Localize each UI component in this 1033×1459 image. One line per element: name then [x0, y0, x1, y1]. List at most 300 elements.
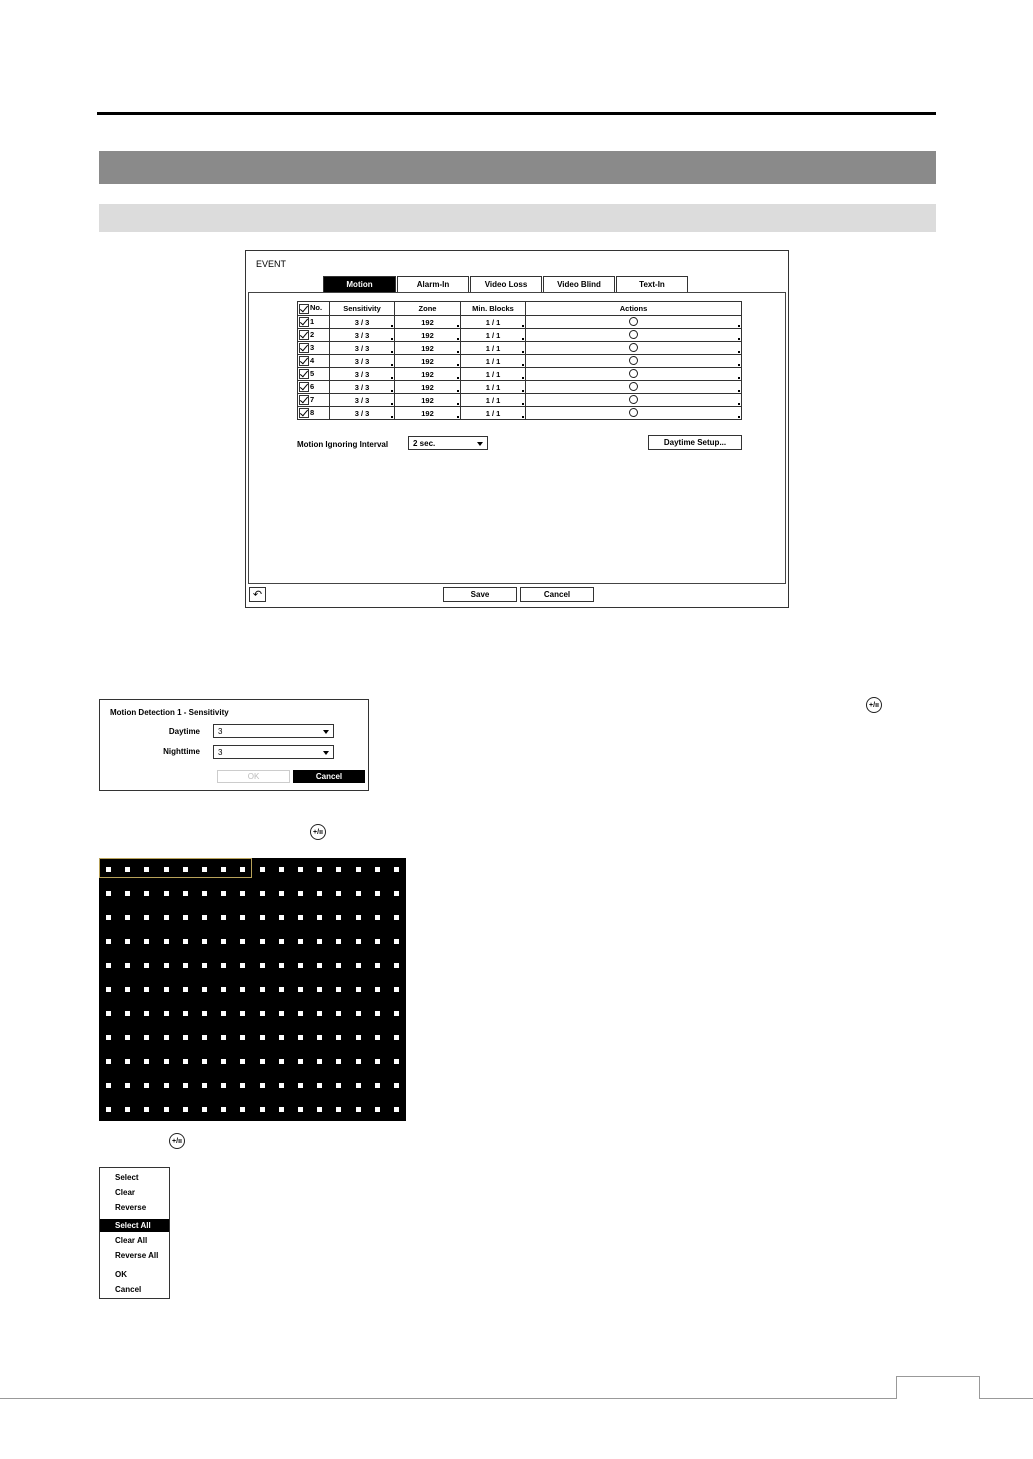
zone-block[interactable]	[394, 987, 399, 992]
zone-block[interactable]	[336, 987, 341, 992]
dropdown-dot-icon	[522, 325, 524, 327]
dropdown-dot-icon	[391, 364, 393, 366]
zone-block[interactable]	[260, 1083, 265, 1088]
zone-block[interactable]	[240, 939, 245, 944]
zone-block[interactable]	[240, 915, 245, 920]
zone-block[interactable]	[336, 867, 341, 872]
zone-block[interactable]	[375, 915, 380, 920]
zone-block[interactable]	[298, 1011, 303, 1016]
dropdown-dot-icon	[522, 403, 524, 405]
subsection-header-bar	[99, 204, 936, 232]
window-title: EVENT	[256, 259, 287, 269]
row-sensitivity[interactable]: 3 / 3	[330, 394, 395, 407]
ok-button[interactable]: OK	[217, 770, 290, 783]
zone-block[interactable]	[240, 963, 245, 968]
zone-block[interactable]	[106, 963, 111, 968]
zone-block[interactable]	[317, 1035, 322, 1040]
dropdown-dot-icon	[457, 390, 459, 392]
zone-block[interactable]	[221, 867, 226, 872]
tab-motion[interactable]: Motion	[323, 276, 396, 292]
select-all-checkbox[interactable]	[299, 304, 309, 314]
zone-block[interactable]	[144, 963, 149, 968]
zone-block[interactable]	[221, 987, 226, 992]
zone-block[interactable]	[298, 1083, 303, 1088]
zone-block[interactable]	[202, 891, 207, 896]
chevron-down-icon	[323, 730, 329, 734]
zone-block[interactable]	[164, 1059, 169, 1064]
zone-block[interactable]	[356, 1011, 361, 1016]
action-settings-icon	[629, 343, 638, 352]
row-zone[interactable]: 192	[395, 355, 461, 368]
row-no[interactable]: 7	[298, 394, 330, 407]
zone-block[interactable]	[125, 915, 130, 920]
zone-block[interactable]	[164, 1035, 169, 1040]
dropdown-dot-icon	[457, 338, 459, 340]
zone-block[interactable]	[144, 1035, 149, 1040]
zone-block[interactable]	[106, 939, 111, 944]
zone-block[interactable]	[106, 1083, 111, 1088]
zone-block[interactable]	[375, 1083, 380, 1088]
zone-block[interactable]	[183, 915, 188, 920]
menu-item-reverse[interactable]: Reverse	[115, 1203, 147, 1212]
zone-block[interactable]	[240, 1083, 245, 1088]
row-min-blocks[interactable]: 1 / 1	[461, 368, 526, 381]
save-button[interactable]: Save	[443, 587, 517, 602]
tab-bar	[323, 276, 689, 293]
action-settings-icon	[629, 408, 638, 417]
zone-block[interactable]	[125, 1083, 130, 1088]
row-actions[interactable]	[526, 368, 742, 381]
zone-block[interactable]	[356, 891, 361, 896]
row-sensitivity[interactable]: 3 / 3	[330, 355, 395, 368]
row-checkbox[interactable]	[299, 330, 309, 340]
zone-block[interactable]	[144, 987, 149, 992]
cancel-button[interactable]: Cancel	[520, 587, 594, 602]
tab-alarm-in[interactable]: Alarm-In	[397, 276, 469, 292]
row-zone[interactable]: 192	[395, 368, 461, 381]
row-min-blocks[interactable]: 1 / 1	[461, 329, 526, 342]
header-actions: Actions	[526, 302, 742, 316]
zone-block[interactable]	[279, 915, 284, 920]
zone-block[interactable]	[144, 939, 149, 944]
zone-block[interactable]	[125, 963, 130, 968]
zone-block[interactable]	[125, 867, 130, 872]
header-no[interactable]: No.	[298, 302, 330, 316]
row-zone[interactable]: 192	[395, 381, 461, 394]
zone-block[interactable]	[183, 1059, 188, 1064]
zone-block[interactable]	[356, 867, 361, 872]
motion-zone-grid[interactable]	[99, 858, 406, 1121]
zone-block[interactable]	[356, 1107, 361, 1112]
zone-block[interactable]	[317, 1083, 322, 1088]
zone-block[interactable]	[298, 987, 303, 992]
zone-block[interactable]	[106, 1107, 111, 1112]
zone-block[interactable]	[279, 1107, 284, 1112]
action-settings-icon	[629, 395, 638, 404]
zone-block[interactable]	[183, 1107, 188, 1112]
zone-block[interactable]	[144, 1011, 149, 1016]
chevron-down-icon	[323, 751, 329, 755]
tab-text-in[interactable]: Text-In	[616, 276, 688, 292]
row-min-blocks[interactable]: 1 / 1	[461, 394, 526, 407]
zone-block[interactable]	[317, 891, 322, 896]
zone-block[interactable]	[279, 987, 284, 992]
row-checkbox[interactable]	[299, 408, 309, 418]
zone-block[interactable]	[375, 891, 380, 896]
zone-block[interactable]	[298, 1035, 303, 1040]
zone-block[interactable]	[375, 939, 380, 944]
zone-block[interactable]	[317, 939, 322, 944]
row-actions[interactable]	[526, 381, 742, 394]
zone-block[interactable]	[106, 1011, 111, 1016]
row-sensitivity[interactable]: 3 / 3	[330, 407, 395, 420]
zone-block[interactable]	[356, 963, 361, 968]
zone-block[interactable]	[279, 1059, 284, 1064]
zone-block[interactable]	[260, 939, 265, 944]
zone-block[interactable]	[164, 867, 169, 872]
row-checkbox[interactable]	[299, 382, 309, 392]
zone-block[interactable]	[125, 939, 130, 944]
tab-video-blind[interactable]: Video Blind	[543, 276, 615, 292]
zone-block[interactable]	[298, 891, 303, 896]
zone-block[interactable]	[260, 1011, 265, 1016]
zone-block[interactable]	[375, 867, 380, 872]
zone-block[interactable]	[336, 1083, 341, 1088]
zone-block[interactable]	[202, 1083, 207, 1088]
table-row	[298, 394, 742, 407]
daytime-label: Daytime	[168, 727, 200, 736]
section-header-bar	[99, 151, 936, 184]
zone-block[interactable]	[164, 1107, 169, 1112]
zone-block[interactable]	[106, 1035, 111, 1040]
zone-block[interactable]	[317, 963, 322, 968]
zone-block[interactable]	[164, 1011, 169, 1016]
zone-block[interactable]	[279, 891, 284, 896]
zone-block[interactable]	[375, 1035, 380, 1040]
dropdown-dot-icon	[522, 364, 524, 366]
dialog-cancel-button[interactable]: Cancel	[293, 770, 365, 783]
zone-block[interactable]	[221, 1083, 226, 1088]
zone-block[interactable]	[144, 915, 149, 920]
zone-block[interactable]	[356, 939, 361, 944]
row-checkbox[interactable]	[299, 356, 309, 366]
zone-block[interactable]	[336, 1107, 341, 1112]
zone-block[interactable]	[144, 1107, 149, 1112]
zone-block[interactable]	[125, 1035, 130, 1040]
zone-block[interactable]	[394, 1011, 399, 1016]
zone-block[interactable]	[394, 963, 399, 968]
zone-block[interactable]	[202, 867, 207, 872]
zone-block[interactable]	[202, 1035, 207, 1040]
zone-block[interactable]	[394, 1059, 399, 1064]
row-zone[interactable]: 192	[395, 394, 461, 407]
zone-block[interactable]	[106, 915, 111, 920]
zone-block[interactable]	[336, 1035, 341, 1040]
header-sensitivity: Sensitivity	[330, 302, 395, 316]
nighttime-label: Nighttime	[163, 747, 200, 756]
zone-block[interactable]	[240, 1059, 245, 1064]
zone-block[interactable]	[221, 891, 226, 896]
zone-block[interactable]	[375, 963, 380, 968]
zone-block[interactable]	[202, 1059, 207, 1064]
zone-block[interactable]	[183, 939, 188, 944]
row-min-blocks[interactable]: 1 / 1	[461, 381, 526, 394]
row-zone[interactable]: 192	[395, 316, 461, 329]
zone-block[interactable]	[375, 1107, 380, 1112]
zone-block[interactable]	[279, 1011, 284, 1016]
zone-block[interactable]	[106, 891, 111, 896]
zone-block[interactable]	[144, 1059, 149, 1064]
zone-block[interactable]	[106, 1059, 111, 1064]
zone-block[interactable]	[260, 1107, 265, 1112]
menu-item-clear-all[interactable]: Clear All	[115, 1236, 148, 1245]
row-no[interactable]: 2	[298, 329, 330, 342]
row-actions[interactable]	[526, 342, 742, 355]
menu-item-reverse-all[interactable]: Reverse All	[115, 1251, 159, 1260]
daytime-select[interactable]: 3	[213, 724, 334, 738]
row-no[interactable]: 3	[298, 342, 330, 355]
play-pause-icon: +/ıı	[310, 824, 326, 840]
zone-block[interactable]	[202, 987, 207, 992]
table-row	[298, 368, 742, 381]
zone-block[interactable]	[221, 915, 226, 920]
nighttime-select[interactable]: 3	[213, 745, 334, 759]
zone-block[interactable]	[221, 1059, 226, 1064]
zone-block[interactable]	[336, 915, 341, 920]
zone-block[interactable]	[394, 867, 399, 872]
zone-block[interactable]	[183, 867, 188, 872]
zone-block[interactable]	[164, 891, 169, 896]
row-actions[interactable]	[526, 394, 742, 407]
zone-block[interactable]	[221, 963, 226, 968]
row-min-blocks[interactable]: 1 / 1	[461, 355, 526, 368]
play-pause-icon: +/ıı	[169, 1133, 185, 1149]
dropdown-dot-icon	[457, 377, 459, 379]
zone-block[interactable]	[221, 1035, 226, 1040]
zone-selection-rectangle	[99, 858, 252, 878]
zone-block[interactable]	[394, 1083, 399, 1088]
dropdown-dot-icon	[738, 338, 740, 340]
zone-block[interactable]	[317, 1107, 322, 1112]
zone-block[interactable]	[375, 1059, 380, 1064]
row-sensitivity[interactable]: 3 / 3	[330, 368, 395, 381]
zone-block[interactable]	[336, 1011, 341, 1016]
row-no[interactable]: 6	[298, 381, 330, 394]
row-min-blocks[interactable]: 1 / 1	[461, 407, 526, 420]
row-no[interactable]: 4	[298, 355, 330, 368]
back-button[interactable]	[249, 587, 266, 602]
zone-block[interactable]	[240, 1107, 245, 1112]
zone-block[interactable]	[144, 1083, 149, 1088]
zone-block[interactable]	[356, 987, 361, 992]
zone-block[interactable]	[164, 915, 169, 920]
zone-block[interactable]	[336, 939, 341, 944]
zone-block[interactable]	[240, 891, 245, 896]
zone-block[interactable]	[202, 939, 207, 944]
row-sensitivity[interactable]: 3 / 3	[330, 381, 395, 394]
motion-ignoring-select[interactable]: 2 sec.	[408, 436, 488, 450]
table-row	[298, 381, 742, 394]
dropdown-dot-icon	[391, 351, 393, 353]
dropdown-dot-icon	[457, 403, 459, 405]
zone-block[interactable]	[279, 867, 284, 872]
row-sensitivity[interactable]: 3 / 3	[330, 342, 395, 355]
zone-block[interactable]	[260, 1059, 265, 1064]
zone-block[interactable]	[279, 1083, 284, 1088]
action-settings-icon	[629, 369, 638, 378]
zone-block[interactable]	[164, 987, 169, 992]
zone-block[interactable]	[336, 891, 341, 896]
zone-block[interactable]	[279, 939, 284, 944]
row-no[interactable]: 1	[298, 316, 330, 329]
zone-block[interactable]	[183, 963, 188, 968]
daytime-setup-button[interactable]: Daytime Setup...	[648, 435, 742, 450]
back-arrow-icon: ↶	[252, 589, 263, 601]
zone-block[interactable]	[298, 867, 303, 872]
zone-block[interactable]	[183, 1035, 188, 1040]
row-checkbox[interactable]	[299, 395, 309, 405]
zone-block[interactable]	[298, 915, 303, 920]
row-checkbox[interactable]	[299, 317, 309, 327]
row-zone[interactable]: 192	[395, 342, 461, 355]
zone-block[interactable]	[394, 1107, 399, 1112]
zone-block[interactable]	[317, 1011, 322, 1016]
row-checkbox[interactable]	[299, 343, 309, 353]
zone-block[interactable]	[260, 963, 265, 968]
zone-block[interactable]	[356, 915, 361, 920]
dropdown-dot-icon	[391, 390, 393, 392]
menu-item-ok[interactable]: OK	[115, 1270, 127, 1279]
dropdown-dot-icon	[522, 377, 524, 379]
zone-block[interactable]	[260, 915, 265, 920]
table-row	[298, 407, 742, 420]
zone-block[interactable]	[202, 915, 207, 920]
dropdown-dot-icon	[457, 364, 459, 366]
zone-block[interactable]	[336, 963, 341, 968]
zone-block[interactable]	[260, 867, 265, 872]
zone-block[interactable]	[144, 891, 149, 896]
zone-block[interactable]	[298, 1107, 303, 1112]
zone-block[interactable]	[279, 1035, 284, 1040]
zone-block[interactable]	[183, 891, 188, 896]
row-actions[interactable]	[526, 329, 742, 342]
zone-block[interactable]	[260, 891, 265, 896]
zone-block[interactable]	[164, 939, 169, 944]
zone-block[interactable]	[106, 987, 111, 992]
row-min-blocks[interactable]: 1 / 1	[461, 342, 526, 355]
zone-block[interactable]	[164, 1083, 169, 1088]
zone-block[interactable]	[260, 987, 265, 992]
header-zone: Zone	[395, 302, 461, 316]
zone-block[interactable]	[125, 987, 130, 992]
dropdown-dot-icon	[522, 338, 524, 340]
dropdown-dot-icon	[391, 325, 393, 327]
zone-block[interactable]	[125, 891, 130, 896]
zone-block[interactable]	[317, 1059, 322, 1064]
dropdown-dot-icon	[522, 416, 524, 418]
zone-block[interactable]	[260, 1035, 265, 1040]
zone-block[interactable]	[125, 1107, 130, 1112]
zone-block[interactable]	[240, 987, 245, 992]
dropdown-dot-icon	[522, 390, 524, 392]
sensitivity-dialog	[99, 699, 369, 791]
zone-block[interactable]	[375, 987, 380, 992]
zone-block[interactable]	[183, 1011, 188, 1016]
dropdown-dot-icon	[391, 338, 393, 340]
zone-block[interactable]	[144, 867, 149, 872]
zone-block[interactable]	[125, 1011, 130, 1016]
zone-block[interactable]	[394, 915, 399, 920]
row-zone[interactable]: 192	[395, 329, 461, 342]
row-actions[interactable]	[526, 407, 742, 420]
zone-block[interactable]	[279, 963, 284, 968]
dropdown-dot-icon	[738, 377, 740, 379]
row-no[interactable]: 5	[298, 368, 330, 381]
zone-block[interactable]	[106, 867, 111, 872]
zone-block[interactable]	[202, 1011, 207, 1016]
menu-item-cancel[interactable]: Cancel	[115, 1285, 142, 1294]
row-sensitivity[interactable]: 3 / 3	[330, 329, 395, 342]
zone-block[interactable]	[202, 963, 207, 968]
zone-block[interactable]	[221, 1107, 226, 1112]
zone-block[interactable]	[394, 939, 399, 944]
row-actions[interactable]	[526, 316, 742, 329]
zone-block[interactable]	[375, 1011, 380, 1016]
row-checkbox[interactable]	[299, 369, 309, 379]
zone-block[interactable]	[336, 1059, 341, 1064]
zone-block[interactable]	[298, 1059, 303, 1064]
zone-block[interactable]	[240, 867, 245, 872]
motion-table	[297, 301, 742, 420]
zone-block[interactable]	[394, 891, 399, 896]
zone-block[interactable]	[240, 1011, 245, 1016]
zone-block[interactable]	[183, 1083, 188, 1088]
menu-item-select[interactable]: Select	[115, 1173, 139, 1182]
row-min-blocks[interactable]: 1 / 1	[461, 316, 526, 329]
zone-block[interactable]	[125, 1059, 130, 1064]
zone-block[interactable]	[221, 1011, 226, 1016]
dropdown-dot-icon	[738, 416, 740, 418]
zone-block[interactable]	[221, 939, 226, 944]
zone-block[interactable]	[298, 939, 303, 944]
menu-item-clear[interactable]: Clear	[115, 1188, 136, 1197]
zone-block[interactable]	[356, 1035, 361, 1040]
zone-block[interactable]	[356, 1083, 361, 1088]
row-zone[interactable]: 192	[395, 407, 461, 420]
zone-block[interactable]	[202, 1107, 207, 1112]
top-rule	[97, 112, 936, 115]
zone-block[interactable]	[317, 867, 322, 872]
dropdown-dot-icon	[391, 416, 393, 418]
zone-block[interactable]	[183, 987, 188, 992]
row-sensitivity[interactable]: 3 / 3	[330, 316, 395, 329]
row-actions[interactable]	[526, 355, 742, 368]
zone-block[interactable]	[394, 1035, 399, 1040]
row-no[interactable]: 8	[298, 407, 330, 420]
zone-block[interactable]	[240, 1035, 245, 1040]
tab-video-loss[interactable]: Video Loss	[470, 276, 542, 292]
menu-item-select-all[interactable]: Select All	[100, 1219, 169, 1232]
zone-block[interactable]	[164, 963, 169, 968]
zone-block[interactable]	[298, 963, 303, 968]
chevron-down-icon	[477, 442, 483, 446]
action-settings-icon	[629, 330, 638, 339]
dropdown-dot-icon	[522, 351, 524, 353]
zone-block[interactable]	[317, 987, 322, 992]
zone-block[interactable]	[356, 1059, 361, 1064]
dropdown-dot-icon	[391, 377, 393, 379]
zone-block[interactable]	[317, 915, 322, 920]
